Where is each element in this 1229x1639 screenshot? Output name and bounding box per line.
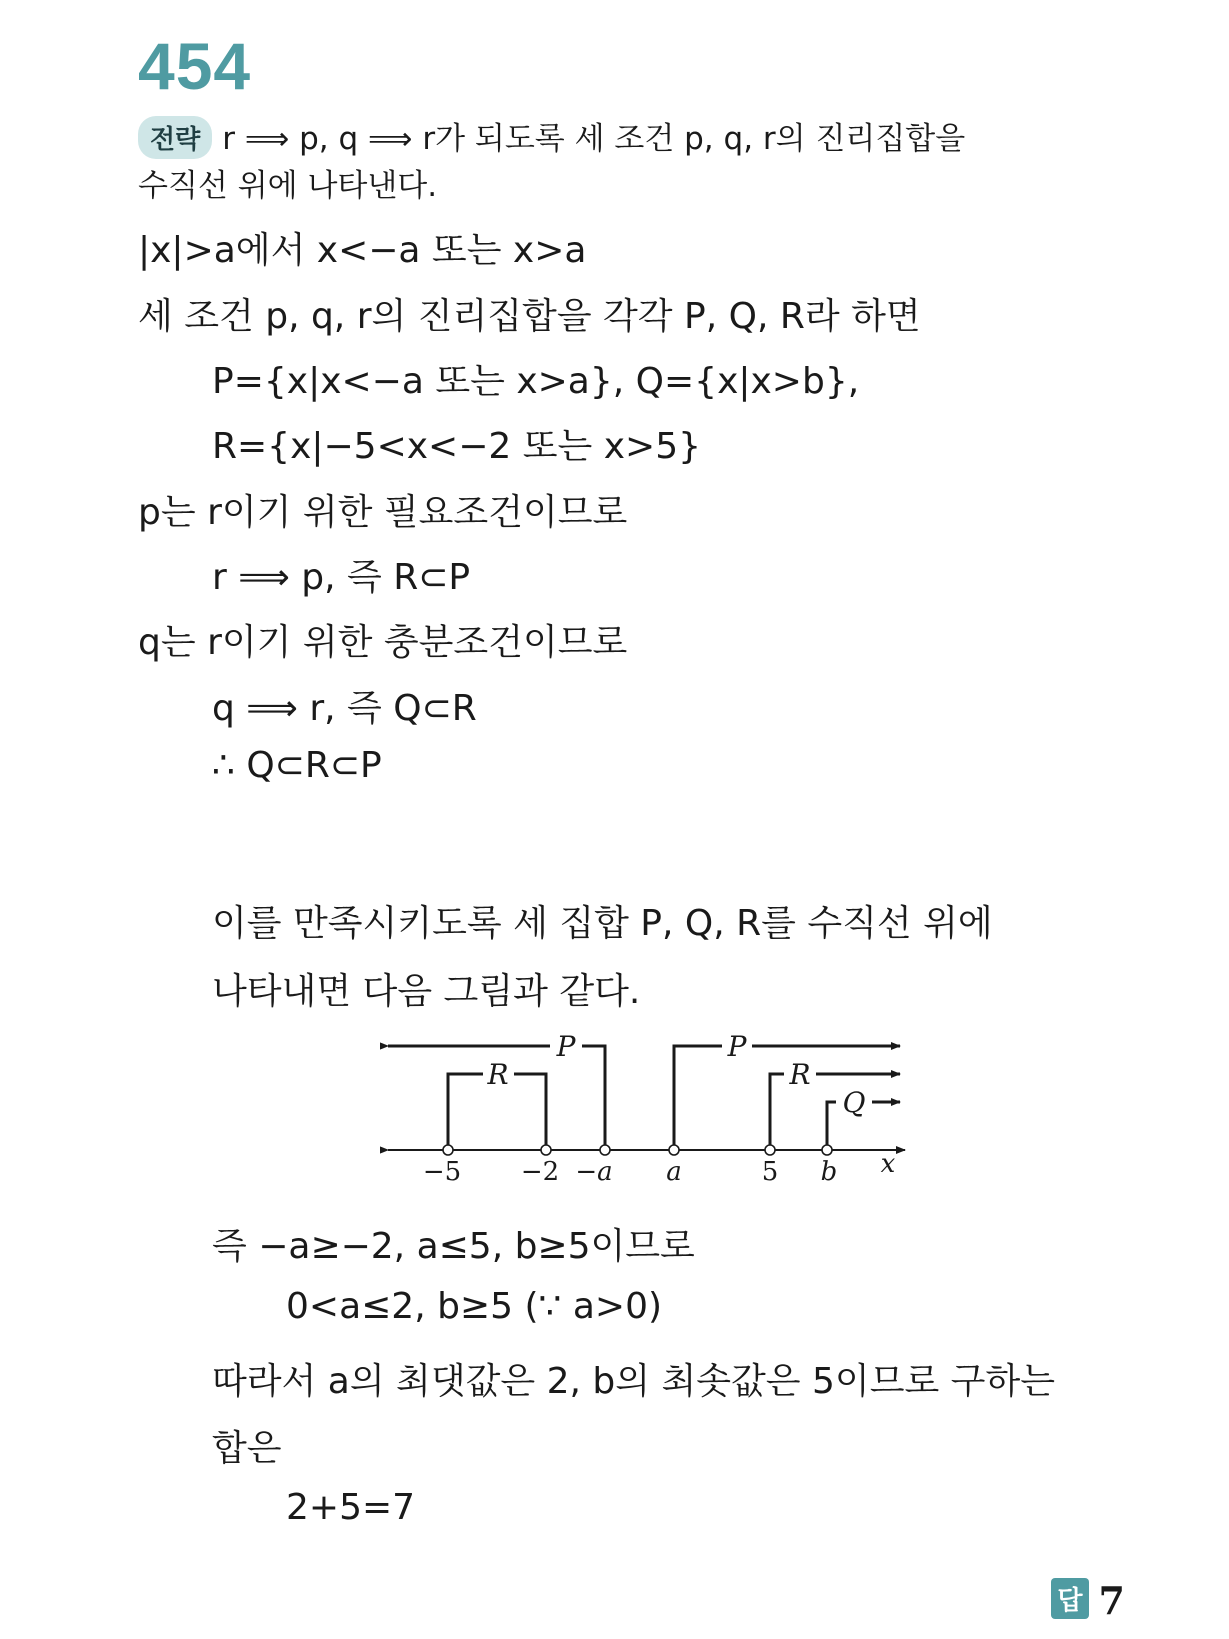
solution-line-4: R={x|−5<x<−2 또는 x>5}: [212, 426, 702, 467]
solution-line-3: P={x|x<−a 또는 x>a}, Q={x|x>b},: [212, 361, 860, 402]
answer-value: 7: [1098, 1578, 1125, 1623]
tick-label-5: 5: [761, 1157, 779, 1187]
label-r-right: R: [789, 1058, 811, 1091]
tick-label-minus-2: −2: [520, 1157, 560, 1187]
strategy-line-1: [138, 113, 965, 162]
point-minus-a: [600, 1145, 610, 1155]
conclusion-line-3: 따라서 a의 최댓값은 2, b의 최솟값은 5이므로 구하는: [212, 1361, 1056, 1402]
solution-line-7: q는 r이기 위한 충분조건이므로: [138, 622, 628, 663]
point-b: [822, 1145, 832, 1155]
conclusion-line-4: 합은: [212, 1428, 282, 1469]
number-line-diagram: [380, 1030, 940, 1200]
label-r-left: R: [487, 1058, 509, 1091]
strategy-tag: 전략: [138, 116, 212, 159]
tick-label-a: a: [666, 1157, 682, 1187]
solution-line-5: p는 r이기 위한 필요조건이므로: [138, 492, 628, 533]
set-p-right-region: [674, 1046, 900, 1150]
explanation-line-2: 나타내면 다음 그림과 같다.: [212, 971, 641, 1012]
axis-label-x: x: [880, 1149, 896, 1179]
solution-line-9: ∴ Q⊂R⊂P: [212, 745, 382, 786]
problem-number: 454: [138, 29, 252, 103]
point-minus-5: [443, 1145, 453, 1155]
label-q: Q: [842, 1086, 866, 1119]
point-minus-2: [541, 1145, 551, 1155]
explanation-line-1: 이를 만족시키도록 세 집합 P, Q, R를 수직선 위에: [212, 903, 993, 944]
point-a: [669, 1145, 679, 1155]
conclusion-line-1: 즉 −a≥−2, a≤5, b≥5이므로: [212, 1226, 695, 1267]
label-p-left: P: [556, 1030, 576, 1063]
conclusion-line-5: 2+5=7: [286, 1487, 416, 1528]
tick-label-minus-5: −5: [422, 1157, 462, 1187]
answer: [1051, 1578, 1125, 1624]
label-p-right: P: [727, 1030, 747, 1063]
point-5: [765, 1145, 775, 1155]
conclusion-line-2: 0<a≤2, b≥5 (∵ a>0): [286, 1286, 663, 1327]
solution-line-8: q ⟹ r, 즉 Q⊂R: [212, 688, 477, 729]
solution-line-6: r ⟹ p, 즉 R⊂P: [212, 557, 471, 598]
strategy-line-2: 수직선 위에 나타낸다.: [138, 168, 438, 204]
answer-label: 답: [1051, 1578, 1088, 1619]
solution-line-1: |x|>a에서 x<−a 또는 x>a: [138, 230, 587, 271]
solution-line-2: 세 조건 p, q, r의 진리집합을 각각 P, Q, R라 하면: [138, 296, 921, 337]
tick-label-b: b: [820, 1157, 838, 1187]
strategy-text-1: r ⟹ p, q ⟹ r가 되도록 세 조건 p, q, r의 진리집합을: [222, 121, 966, 157]
tick-label-minus-a: −a: [575, 1157, 613, 1187]
